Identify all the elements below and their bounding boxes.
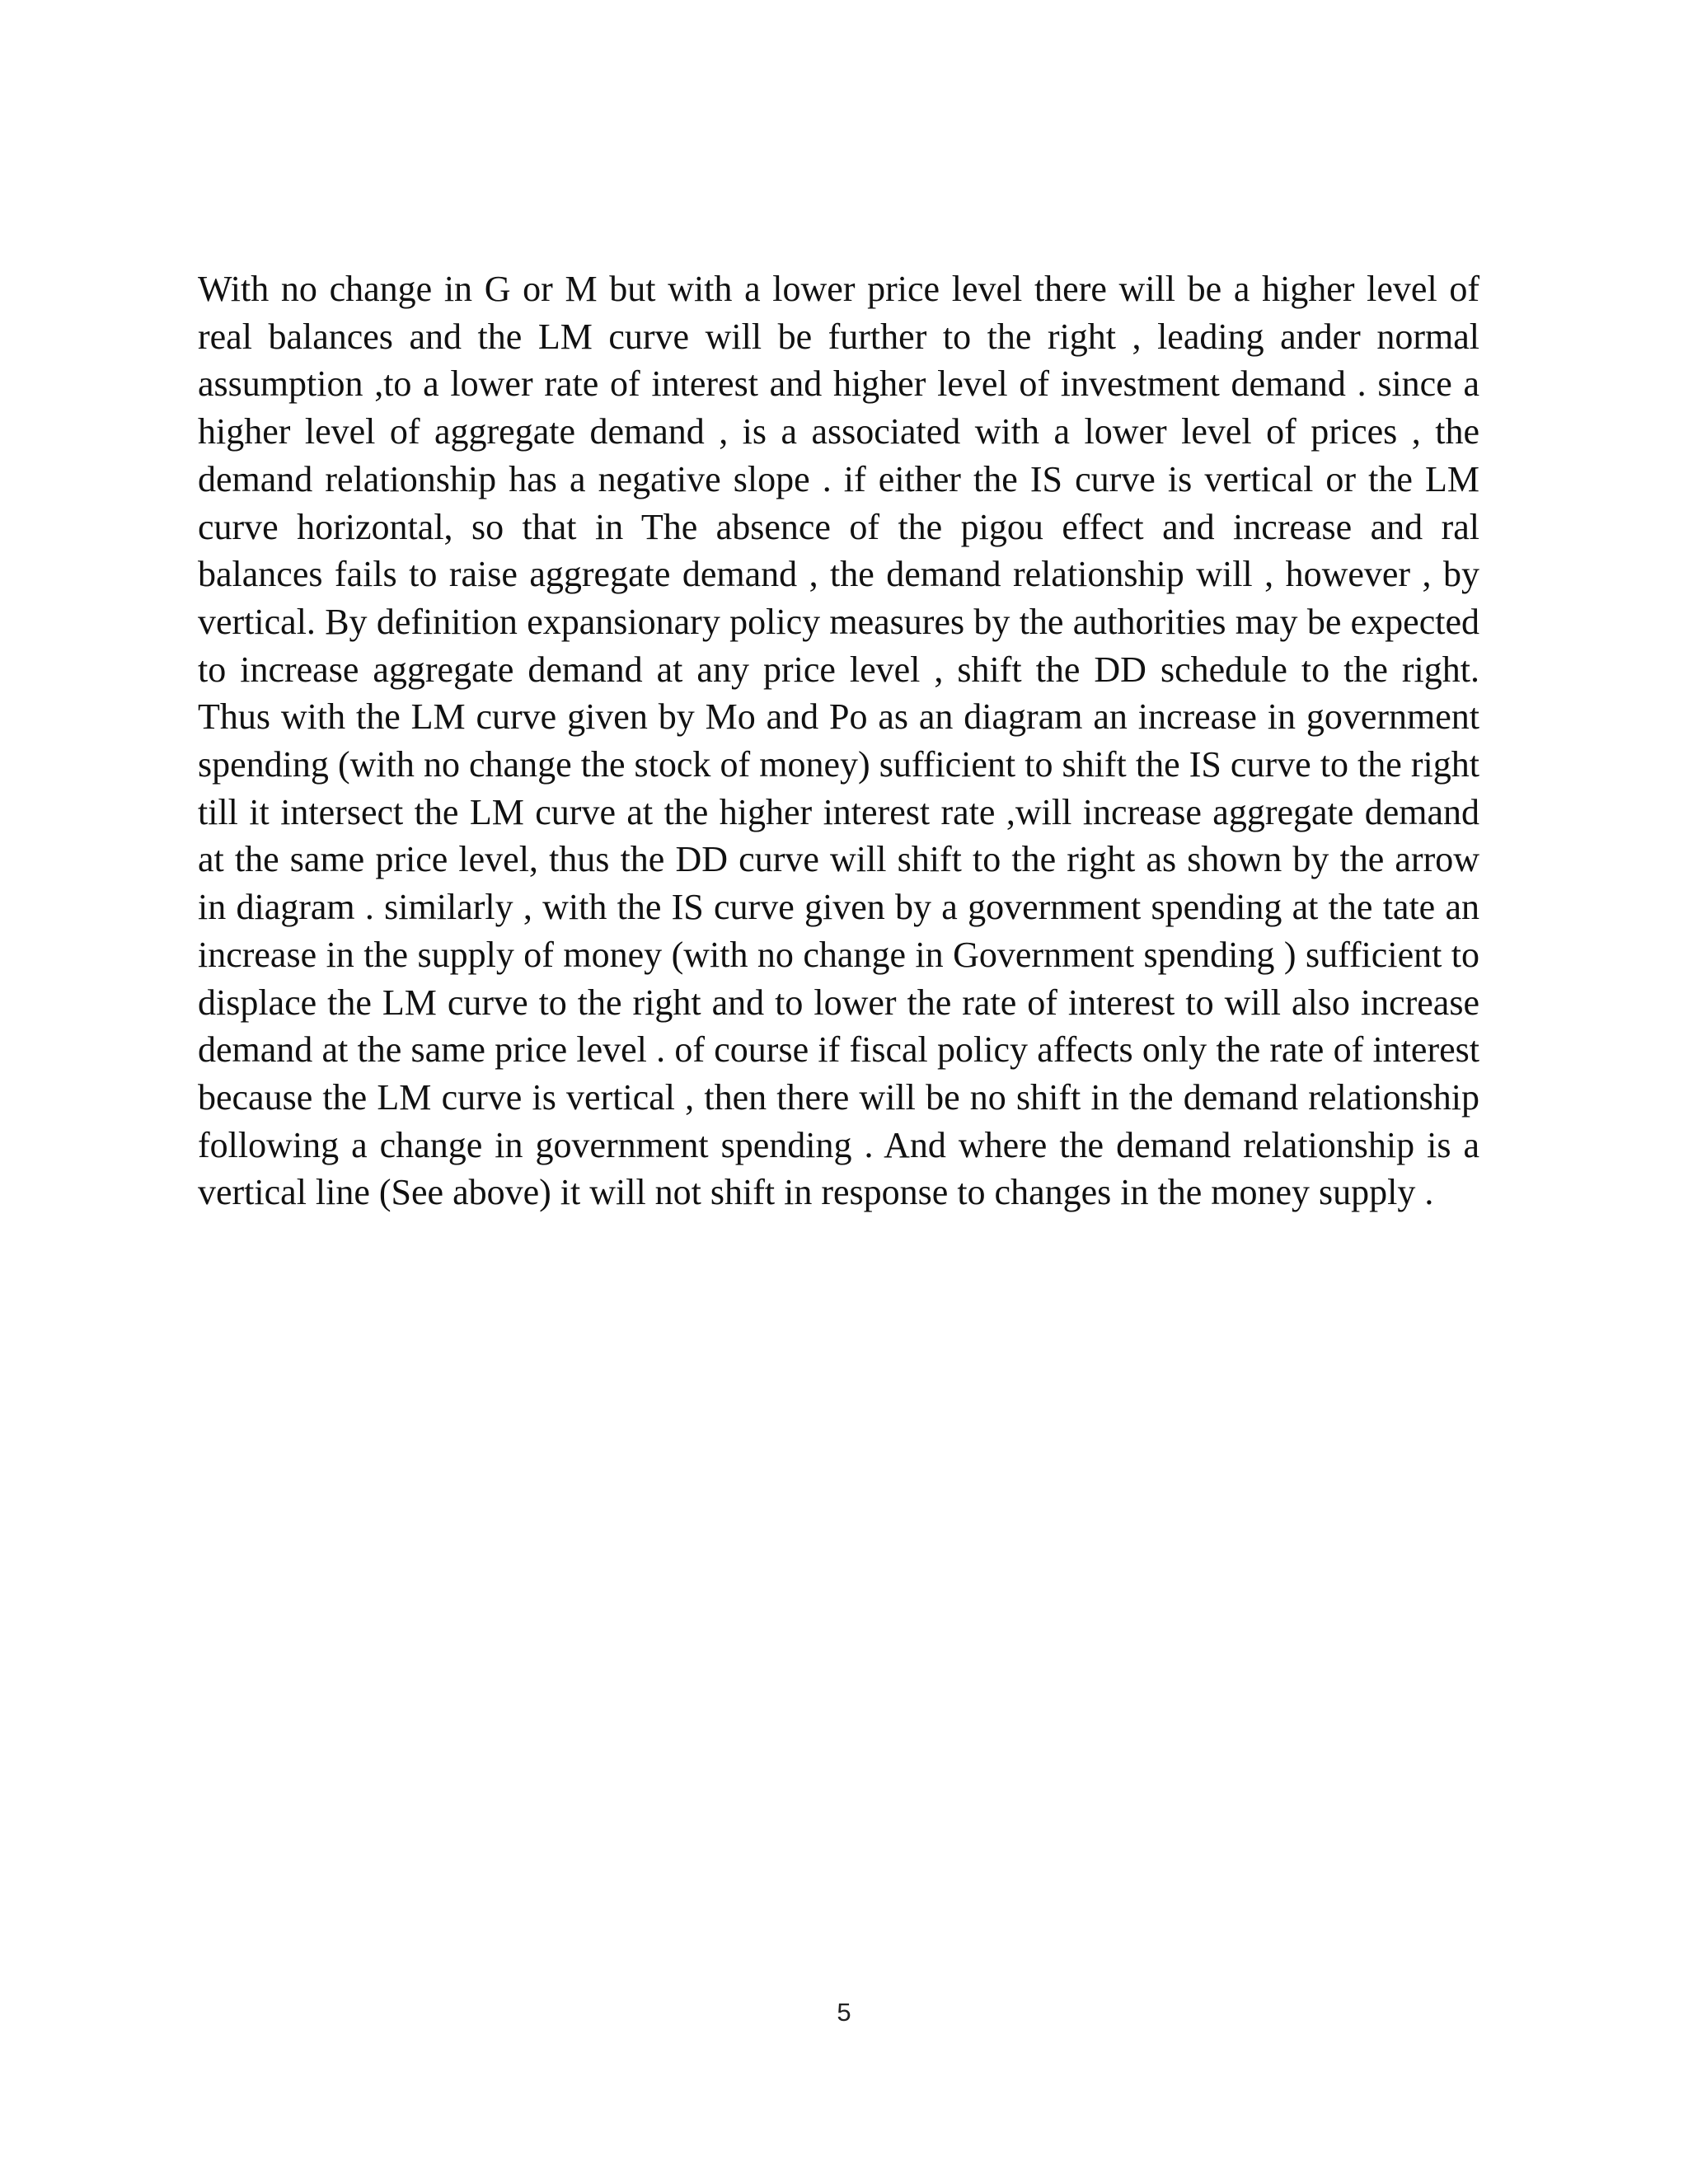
page-number: 5 — [837, 1998, 851, 2027]
body-paragraph: With no change in G or M but with a lower price level there will be a higher level of real balances and the LM curve will be further to the right , leading ander normal assumption ,to a lower rate of interest and higher level of investment demand . since a higher level of aggregate demand , is a associated with a lower level of prices , the demand relationship has a negative slope . if either the IS curve is vertical or the LM curve horizontal, so that in The absence of the pigou effect and increase and ral balances fails to raise aggregate demand , the demand relationship will , however , by vertical. By definition expansionary policy measures by the authorities may be expected to increase aggregate demand at any price level , shift the DD schedule to the right. Thus with the LM curve given by Mo and Po as an diagram an increase in government spending (with no change the stock of money) sufficient to shift the IS curve to the right till it intersect the LM curve at the higher interest rate ,will increase aggregate demand at the same price level, thus the DD curve will shift to the right as shown by the arrow in diagram . similarly , with the IS curve given by a government spending at the tate an increase in the supply of money (with no change in Government spending ) sufficient to displace the LM curve to the right and to lower the rate of interest to will also increase demand at the same price level . of course if fiscal policy affects only the rate of interest because the LM curve is vertical , then there will be no shift in the demand relationship following a change in government spending . And where the demand relationship is a vertical line (See above) it will not shift in response to changes in the money supply . — [198, 269, 1479, 1213]
